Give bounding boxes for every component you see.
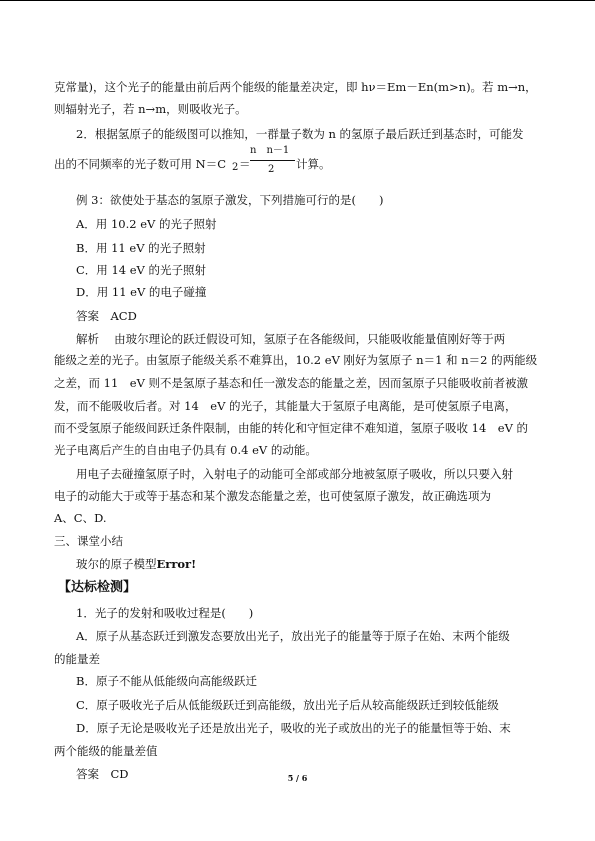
line-text: 光子电离后产生的自由电子仍具有 0.4 eV 的动能。 (54, 443, 317, 457)
line-text: 而不受氢原子能级间跃迁条件限制，由能的转化和守恒定律不难知道，氢原子吸收 14 eV 的 (54, 421, 529, 435)
text-line (54, 510, 107, 526)
text-line (54, 488, 491, 504)
text-line (54, 651, 100, 667)
line-text: 答案 ACD (76, 309, 137, 323)
formula-fraction-bar (250, 160, 295, 161)
line-text: A、C、D. (54, 511, 107, 525)
error-label: Error! (156, 557, 197, 571)
text-line (54, 442, 317, 458)
text-line (54, 101, 247, 117)
line-text: 之差，而 11 eV 则不是氢原子基态和任一激发态的能量之差，因而氢原子只能吸收前者被激 (54, 376, 529, 390)
text-line (54, 743, 158, 759)
text-line (76, 240, 206, 256)
text-line (54, 79, 537, 95)
top-rule (0, 0, 595, 1)
text-line (76, 331, 505, 347)
line-text: D．原子无论是吸收光子还是放出光子，吸收的光子或放出的光子的能量恒等于始、末 (76, 721, 511, 735)
text-line (76, 466, 513, 482)
page-number: 5 / 6 (287, 773, 308, 783)
formula-numerator: n n－1 (250, 145, 290, 156)
text-line (76, 673, 257, 689)
line-text: 发，而不能吸收后者。对 14 eV 的光子，其能量大于氢原子电离能，是可使氢原子电离， (54, 399, 517, 413)
line-text: B．原子不能从低能级向高能级跃迁 (76, 674, 257, 688)
line-text: A．用 10.2 eV 的光子照射 (76, 217, 217, 231)
text-line (76, 126, 524, 142)
line-text: B．用 11 eV 的光子照射 (76, 241, 206, 255)
text-line (54, 156, 226, 172)
text-line (76, 216, 217, 232)
line-text: A．原子从基态跃迁到激发态要放出光子，放出光子的能量等于原子在始、末两个能级 (76, 629, 510, 643)
line-text: 计算。 (296, 157, 331, 171)
text-line (76, 556, 196, 572)
line-text: D．用 11 eV 的电子碰撞 (76, 285, 207, 299)
line-text: 克常量)，这个光子的能量由前后两个能级的能量差决定，即 hν＝Em－En(m>n)。若 m→n， (54, 80, 537, 94)
line-text: 用电子去碰撞氢原子时，入射电子的动能可全部或部分地被氢原子吸收，所以只要入射 (76, 467, 513, 481)
line-text: 则辐射光子，若 n→m，则吸收光子。 (54, 102, 247, 116)
text-line (76, 308, 137, 324)
line-text: 1．光子的发射和吸收过程是( ) (76, 606, 254, 620)
formula-denominator: 2 (268, 164, 275, 175)
text-line (76, 628, 510, 644)
text-line (76, 605, 253, 621)
text-line (76, 262, 206, 278)
line-text: 能级之差的光子。由氢原子能级关系不难算出，10.2 eV 刚好为氢原子 n＝1 和 n＝2 的两能级 (54, 353, 538, 367)
text-line (54, 420, 528, 436)
line-text: 两个能级的能量差值 (54, 744, 158, 758)
text-line (54, 398, 517, 414)
text-line (54, 352, 537, 368)
formula-subscript: 2 (232, 162, 239, 173)
text-line (54, 375, 528, 391)
text-line (76, 284, 206, 300)
text-line (76, 697, 499, 713)
line-text: C．原子吸收光子后从低能级跃迁到高能级，放出光子后从较高能级跃迁到较低能级 (76, 698, 499, 712)
text-line (296, 156, 331, 172)
line-text: 玻尔的原子模型 (76, 557, 157, 571)
text-line (76, 192, 383, 208)
line-text: 出的不同频率的光子数可用 N＝C (54, 157, 227, 171)
line-text: 三、课堂小结 (54, 534, 123, 548)
line-text: C．用 14 eV 的光子照射 (76, 263, 207, 277)
line-text: 电子的动能大于或等于基态和某个激发态能量之差，也可使氢原子激发，故正确选项为 (54, 489, 491, 503)
line-text: 解析 由玻尔理论的跃迁假设可知，氢原子在各能级间，只能吸收能量值刚好等于两 (76, 332, 506, 346)
formula-equals: ＝ (239, 157, 251, 171)
line-text: 例 3：欲使处于基态的氢原子激发，下列措施可行的是( ) (76, 193, 384, 207)
text-line (76, 720, 511, 736)
line-text: 的能量差 (54, 652, 100, 666)
text-line (54, 533, 123, 549)
line-text: 答案 CD (76, 767, 129, 781)
section-heading: 【达标检测】 (58, 580, 137, 595)
line-text: 2．根据氢原子的能级图可以推知，一群量子数为 n 的氢原子最后跃迁到基态时，可能发 (76, 127, 524, 141)
